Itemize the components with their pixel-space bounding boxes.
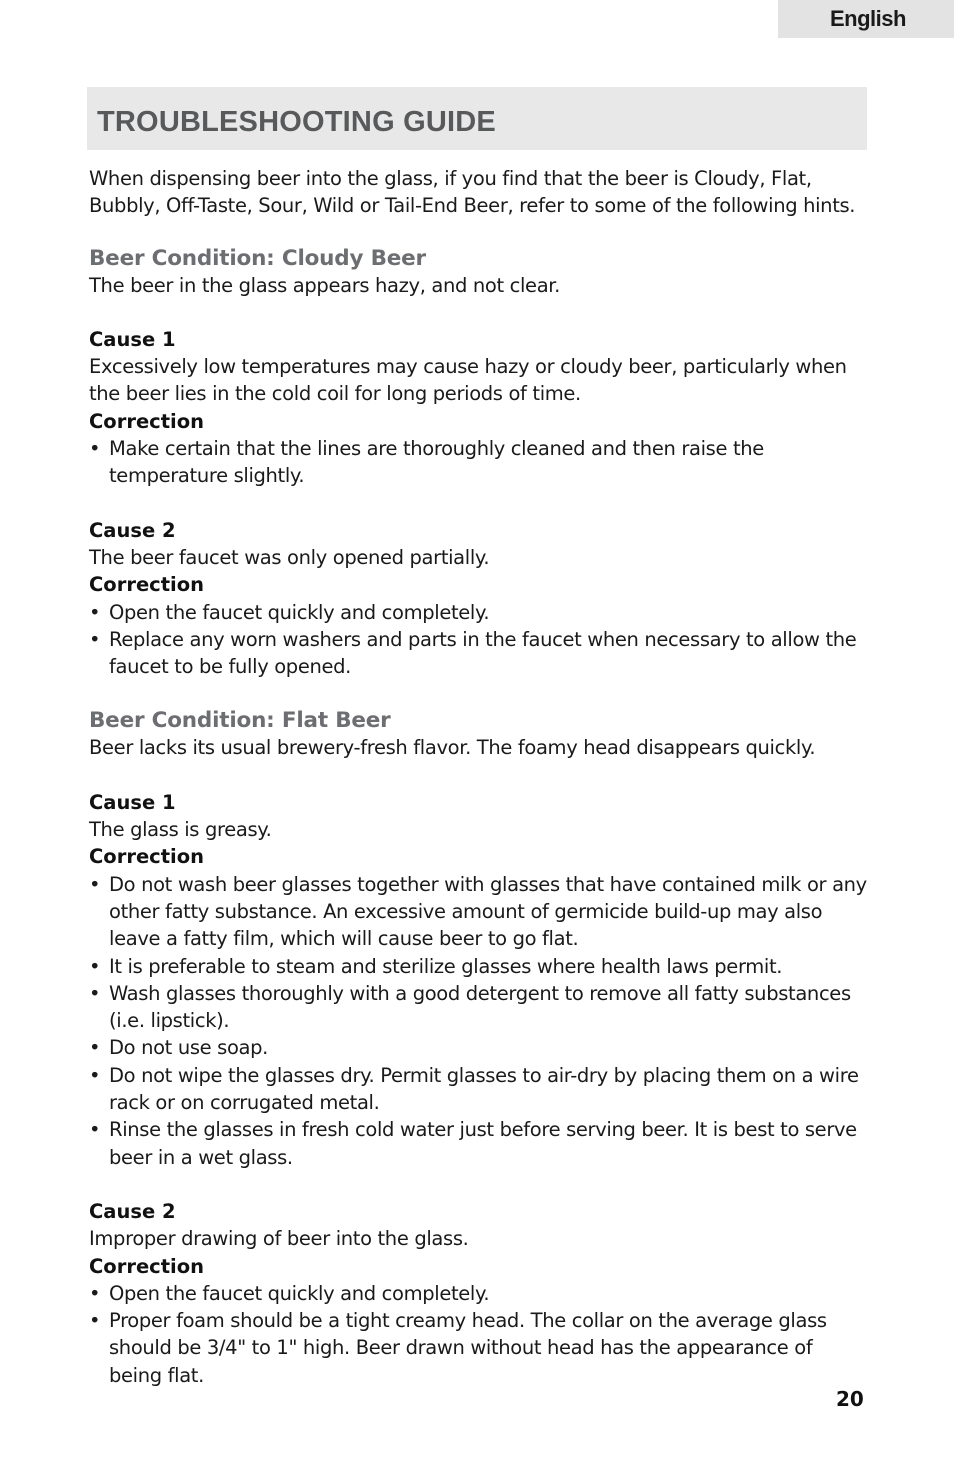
correction-item: • Open the faucet quickly and completely. bbox=[89, 599, 869, 626]
correction-item: • Replace any worn washers and parts in the faucet when necessary to allow the faucet to be fully opened. bbox=[89, 626, 869, 681]
section-heading: Beer Condition: Cloudy Beer bbox=[89, 245, 426, 271]
cause-text: Excessively low temperatures may cause hazy or cloudy beer, particularly when the beer lies in the cold coil for long periods of time. bbox=[89, 355, 847, 406]
section-cloudy-beer bbox=[89, 245, 869, 681]
cause-block bbox=[89, 789, 869, 1171]
page-number: 20 bbox=[836, 1387, 864, 1411]
correction-item: • Rinse the glasses in fresh cold water just before serving beer. It is best to serve beer in a wet glass. bbox=[89, 1116, 869, 1171]
correction-item: • Open the faucet quickly and completely. bbox=[89, 1280, 869, 1307]
correction-item: • Wash glasses thoroughly with a good detergent to remove all fatty substances (i.e. lipstick). bbox=[89, 980, 869, 1035]
correction-item: • Make certain that the lines are thoroughly cleaned and then raise the temperature slightly. bbox=[89, 435, 869, 490]
correction-item: • It is preferable to steam and sterilize glasses where health laws permit. bbox=[89, 953, 869, 980]
section-heading: Beer Condition: Flat Beer bbox=[89, 708, 391, 734]
correction-item: • Do not use soap. bbox=[89, 1034, 869, 1061]
intro-paragraph: When dispensing beer into the glass, if you find that the beer is Cloudy, Flat, Bubbly, Off-Taste, Sour, Wild or Tail-End Beer, refer to some of the following hints. bbox=[89, 167, 856, 218]
document-body bbox=[89, 165, 869, 1389]
cause-text: The beer faucet was only opened partially. bbox=[89, 545, 490, 569]
cause-block bbox=[89, 1198, 869, 1389]
correction-item: • Do not wash beer glasses together with glasses that have contained milk or any other fatty substance. An excessive amount of germicide build-up may also leave a fatty film, which will cause beer to go flat. bbox=[89, 871, 869, 953]
correction-label: Correction bbox=[89, 409, 205, 433]
language-tab: English bbox=[778, 0, 954, 38]
cause-label: Cause 1 bbox=[89, 327, 176, 351]
section-flat-beer bbox=[89, 707, 869, 1389]
cause-block bbox=[89, 517, 869, 681]
section-description: The beer in the glass appears hazy, and not clear. bbox=[89, 273, 561, 297]
correction-item: • Proper foam should be a tight creamy head. The collar on the average glass should be 3/4" to 1" high. Beer drawn without head has the appearance of being flat. bbox=[89, 1307, 869, 1389]
cause-label: Cause 2 bbox=[89, 1199, 176, 1223]
correction-label: Correction bbox=[89, 1254, 205, 1278]
correction-list bbox=[89, 435, 869, 490]
section-description: Beer lacks its usual brewery-fresh flavor. The foamy head disappears quickly. bbox=[89, 736, 816, 760]
cause-block bbox=[89, 326, 869, 490]
correction-label: Correction bbox=[89, 845, 205, 869]
title-bar bbox=[87, 87, 867, 150]
correction-list bbox=[89, 599, 869, 681]
correction-item: • Do not wipe the glasses dry. Permit glasses to air-dry by placing them on a wire rack or on corrugated metal. bbox=[89, 1062, 869, 1117]
cause-text: Improper drawing of beer into the glass. bbox=[89, 1227, 469, 1251]
cause-label: Cause 1 bbox=[89, 790, 176, 814]
page-title: TROUBLESHOOTING GUIDE bbox=[97, 106, 496, 138]
correction-list bbox=[89, 1280, 869, 1389]
correction-label: Correction bbox=[89, 573, 205, 597]
cause-text: The glass is greasy. bbox=[89, 818, 272, 842]
cause-label: Cause 2 bbox=[89, 518, 176, 542]
correction-list bbox=[89, 871, 869, 1171]
